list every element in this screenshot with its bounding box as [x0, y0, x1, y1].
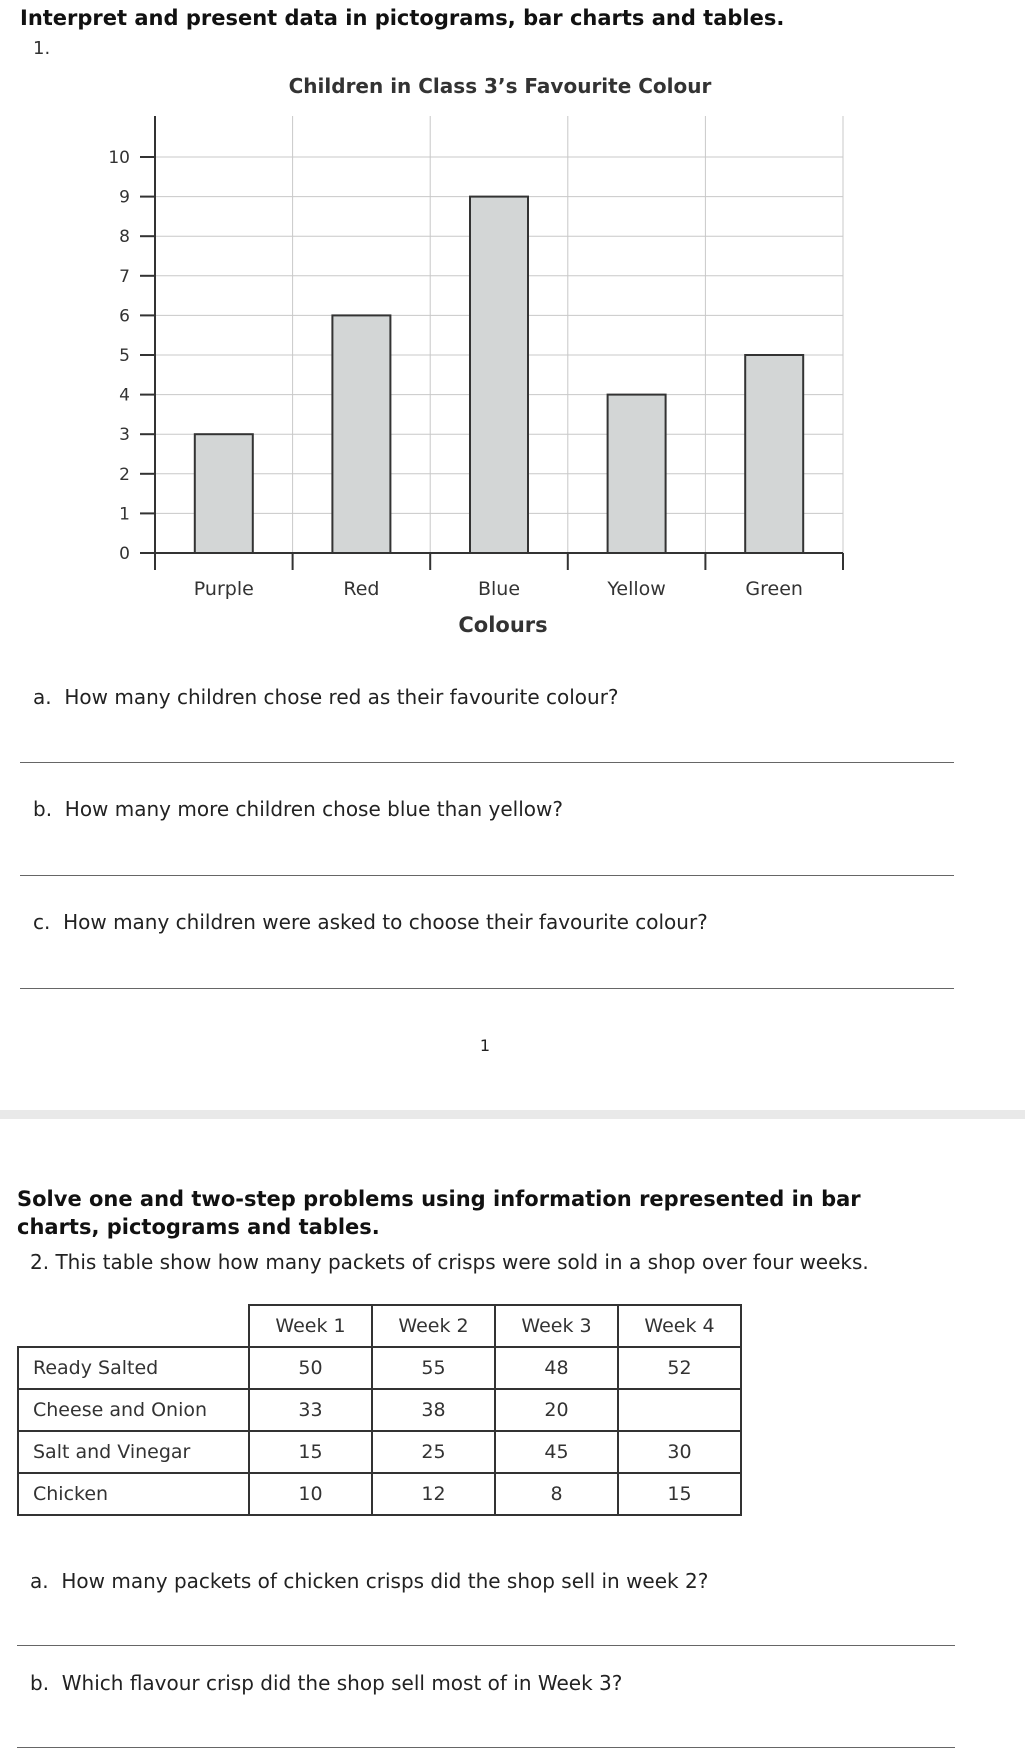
table-cell: 8	[495, 1473, 618, 1515]
table-corner-cell	[18, 1305, 249, 1347]
table-cell: 10	[249, 1473, 372, 1515]
row-label-ready-salted: Ready Salted	[18, 1347, 249, 1389]
x-tick-label-green: Green	[745, 578, 803, 600]
table-cell: 12	[372, 1473, 495, 1515]
column-header-week-2: Week 2	[372, 1305, 495, 1347]
bar-green	[745, 355, 803, 553]
y-tick-label: 0	[119, 544, 130, 564]
row-label-cheese-and-onion: Cheese and Onion	[18, 1389, 249, 1431]
y-tick-label: 1	[119, 504, 130, 525]
x-tick-label-yellow: Yellow	[607, 578, 666, 600]
question-1a	[33, 685, 619, 709]
table-cell: 38	[372, 1389, 495, 1431]
y-tick-label: 2	[119, 464, 130, 485]
y-tick-label: 8	[119, 227, 130, 248]
question-1a-letter: a.	[33, 685, 52, 709]
question-1b-letter: b.	[33, 797, 53, 821]
table-cell: 20	[495, 1389, 618, 1431]
question-1b-text: How many more children chose blue than yellow?	[64, 797, 563, 821]
chart-bars	[195, 197, 803, 553]
chart-title: Children in Class 3’s Favourite Colour	[288, 74, 712, 98]
question-1c-letter: c.	[33, 910, 51, 934]
x-tick-label-purple: Purple	[193, 578, 254, 600]
table-row	[18, 1389, 741, 1431]
answer-line-1c[interactable]	[20, 988, 954, 989]
question-2b-letter: b.	[30, 1671, 50, 1695]
row-label-salt-and-vinegar: Salt and Vinegar	[18, 1431, 249, 1473]
answer-line-1b[interactable]	[20, 875, 954, 876]
table-cell: 55	[372, 1347, 495, 1389]
column-header-week-4: Week 4	[618, 1305, 741, 1347]
x-axis-label: Colours	[458, 613, 548, 637]
x-tick-label-blue: Blue	[477, 578, 521, 600]
question-1b	[33, 797, 563, 821]
bar-purple	[195, 434, 253, 553]
question-1-number: 1.	[33, 38, 51, 59]
question-2b-text: Which flavour crisp did the shop sell most of in Week 3?	[61, 1671, 623, 1695]
question-2a	[30, 1569, 708, 1593]
table-row	[18, 1431, 741, 1473]
question-2a-letter: a.	[30, 1569, 49, 1593]
question-1c	[33, 910, 708, 934]
table-cell: 52	[618, 1347, 741, 1389]
crisps-sales-table	[17, 1304, 742, 1516]
page-separator	[0, 1110, 1025, 1119]
table-cell: 25	[372, 1431, 495, 1473]
table-row	[18, 1473, 741, 1515]
table-header-row	[18, 1305, 741, 1347]
question-1c-text: How many children were asked to choose their favourite colour?	[63, 910, 708, 934]
question-2a-text: How many packets of chicken crisps did the shop sell in week 2?	[61, 1569, 709, 1593]
answer-line-1a[interactable]	[20, 762, 954, 763]
table-cell: 48	[495, 1347, 618, 1389]
table-cell-empty[interactable]	[618, 1389, 741, 1431]
bar-red	[332, 315, 390, 553]
page-number: 1	[479, 1036, 491, 1055]
page-1-heading: Interpret and present data in pictograms, bar charts and tables.	[20, 6, 785, 30]
answer-line-2a[interactable]	[17, 1645, 955, 1646]
question-2b	[30, 1671, 622, 1695]
y-tick-label: 9	[119, 187, 130, 208]
column-header-week-1: Week 1	[249, 1305, 372, 1347]
favourite-colour-bar-chart	[0, 0, 1025, 660]
row-label-chicken: Chicken	[18, 1473, 249, 1515]
y-tick-label: 10	[108, 148, 130, 168]
y-tick-label: 3	[119, 425, 130, 446]
worksheet-page-2	[0, 1119, 1025, 1761]
bar-yellow	[608, 395, 666, 553]
page-2-heading: Solve one and two-step problems using information represented in bar charts, pictograms and tables.	[17, 1187, 861, 1239]
table-cell: 15	[249, 1431, 372, 1473]
y-tick-label: 7	[119, 266, 130, 287]
question-1a-text: How many children chose red as their favourite colour?	[64, 685, 619, 709]
x-tick-label-red: Red	[343, 578, 380, 600]
table-cell: 15	[618, 1473, 741, 1515]
table-cell: 33	[249, 1389, 372, 1431]
table-row	[18, 1347, 741, 1389]
y-tick-label: 4	[119, 385, 130, 406]
y-tick-label: 6	[119, 306, 130, 327]
bar-blue	[470, 197, 528, 553]
table-cell: 30	[618, 1431, 741, 1473]
question-2-intro: 2. This table show how many packets of crisps were sold in a shop over four weeks.	[30, 1250, 869, 1274]
table-cell: 45	[495, 1431, 618, 1473]
answer-line-2b[interactable]	[17, 1747, 955, 1748]
column-header-week-3: Week 3	[495, 1305, 618, 1347]
table-cell: 50	[249, 1347, 372, 1389]
y-tick-label: 5	[119, 346, 130, 366]
